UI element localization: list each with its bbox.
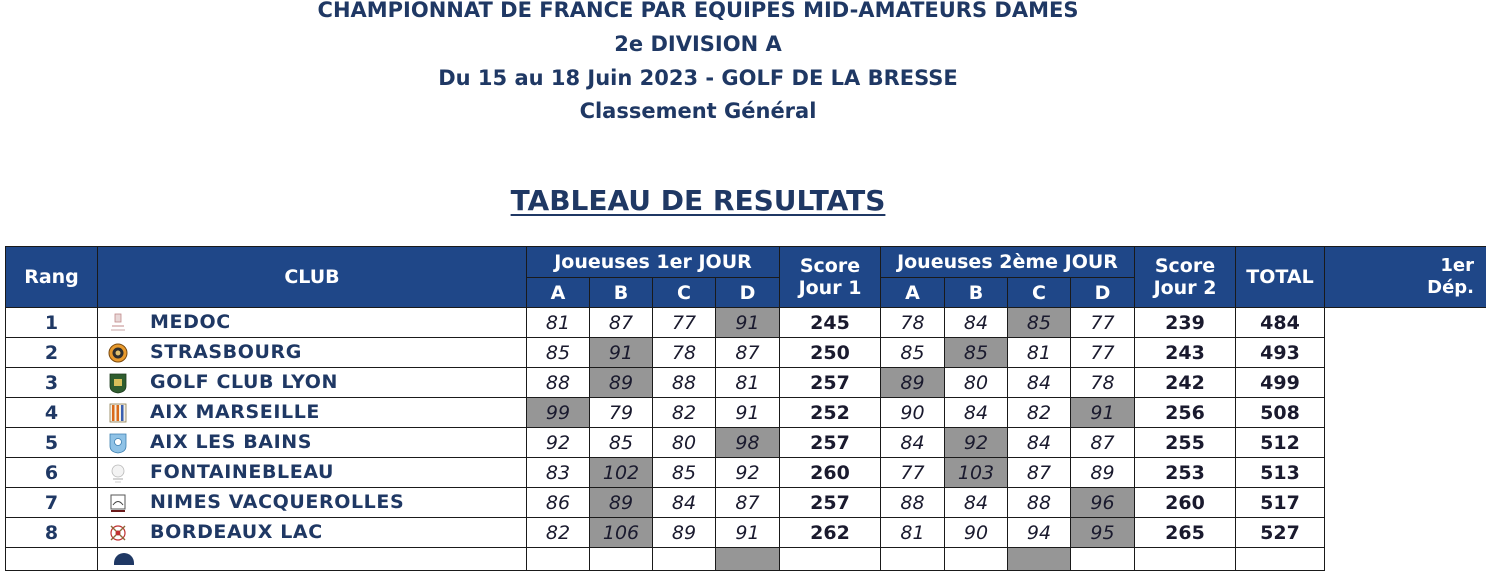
day1-score-d: 92: [716, 458, 780, 488]
total-cell: 527: [1236, 518, 1325, 548]
score-day1-cell: [780, 548, 881, 571]
day2-score-a: [881, 548, 945, 571]
score-day1-cell: 260: [780, 458, 881, 488]
club-cell: [98, 338, 527, 368]
day2-score-a: 89: [881, 368, 945, 398]
day2-score-a: 90: [881, 398, 945, 428]
depart-cell: [1325, 518, 1486, 548]
day2-score-b: [945, 548, 1008, 571]
total-cell: 512: [1236, 428, 1325, 458]
header-score-day2-line2: Jour 2: [1153, 277, 1217, 299]
aix-les-bains-club-logo-icon: [108, 432, 128, 454]
day2-score-d: 77: [1071, 308, 1135, 338]
table-row: [6, 338, 1486, 368]
day1-score-b: 89: [590, 368, 653, 398]
day1-score-b: 85: [590, 428, 653, 458]
day2-score-b: 84: [945, 308, 1008, 338]
score-day2-cell: 243: [1135, 338, 1236, 368]
day1-score-d: 91: [716, 398, 780, 428]
event-dates: Du 15 au 18 Juin 2023 - GOLF DE LA BRESSE: [438, 66, 958, 90]
club-cell: [98, 308, 527, 338]
club-cell: [98, 518, 527, 548]
rank-cell: 5: [6, 428, 98, 458]
day2-score-c: 85: [1008, 308, 1071, 338]
score-day1-cell: 262: [780, 518, 881, 548]
day2-score-b: 103: [945, 458, 1008, 488]
table-row: [6, 518, 1486, 548]
header-score-day1-line1: Score: [799, 255, 861, 277]
score-day1-cell: 245: [780, 308, 881, 338]
header-depart-line1: 1er: [1440, 255, 1474, 276]
header-day1-c: C: [653, 278, 716, 308]
depart-cell: [1325, 338, 1486, 368]
header-score-day2-line1: Score: [1154, 255, 1216, 277]
header-rang: Rang: [6, 247, 98, 308]
day1-score-c: 80: [653, 428, 716, 458]
day2-score-a: 85: [881, 338, 945, 368]
score-day2-cell: [1135, 548, 1236, 571]
depart-cell: [1325, 308, 1486, 338]
day1-score-c: [653, 548, 716, 571]
day2-score-d: [1071, 548, 1135, 571]
aix-marseille-club-logo-icon: [108, 402, 128, 424]
day1-score-a: 85: [527, 338, 590, 368]
header-score-day1: [780, 247, 881, 308]
depart-cell: [1325, 458, 1486, 488]
table-row: [6, 428, 1486, 458]
day1-score-b: [590, 548, 653, 571]
score-day1-cell: 257: [780, 368, 881, 398]
club-name: FONTAINEBLEAU: [150, 461, 335, 484]
day1-score-b: 91: [590, 338, 653, 368]
total-cell: 513: [1236, 458, 1325, 488]
score-day2-cell: 255: [1135, 428, 1236, 458]
total-cell: 499: [1236, 368, 1325, 398]
day1-score-d: 87: [716, 488, 780, 518]
bordeaux-club-logo-icon: [108, 522, 128, 544]
score-day1-cell: 257: [780, 488, 881, 518]
depart-cell: [1325, 488, 1486, 518]
header-depart: [1325, 247, 1486, 308]
day2-score-b: 85: [945, 338, 1008, 368]
header-day1-a: A: [527, 278, 590, 308]
club-cell: [98, 548, 527, 571]
results-table: [5, 246, 1486, 571]
day1-score-d: 91: [716, 308, 780, 338]
header-club: CLUB: [98, 247, 527, 308]
day1-score-a: 88: [527, 368, 590, 398]
fontainebleau-club-logo-icon: [108, 462, 128, 484]
day1-score-a: 86: [527, 488, 590, 518]
header-day1-players: Joueuses 1er JOUR: [527, 247, 780, 278]
header-day1-b: B: [590, 278, 653, 308]
day2-score-c: 84: [1008, 368, 1071, 398]
nimes-club-logo-icon: [108, 492, 128, 514]
table-row: [6, 308, 1486, 338]
day2-score-a: 84: [881, 428, 945, 458]
table-row: [6, 368, 1486, 398]
header-day1-d: D: [716, 278, 780, 308]
total-cell: [1236, 548, 1325, 571]
day2-score-a: 77: [881, 458, 945, 488]
score-day2-cell: 256: [1135, 398, 1236, 428]
score-day1-cell: 257: [780, 428, 881, 458]
day1-score-b: 79: [590, 398, 653, 428]
header-day2-d: D: [1071, 278, 1135, 308]
day2-score-d: 95: [1071, 518, 1135, 548]
score-day2-cell: 239: [1135, 308, 1236, 338]
day1-score-a: 82: [527, 518, 590, 548]
table-row: [6, 458, 1486, 488]
day1-score-d: 87: [716, 338, 780, 368]
depart-cell: [1325, 398, 1486, 428]
club-name: NIMES VACQUEROLLES: [150, 491, 405, 514]
results-body: [6, 308, 1486, 571]
day2-score-b: 90: [945, 518, 1008, 548]
club-logo-icon: [114, 553, 134, 565]
score-day2-cell: 260: [1135, 488, 1236, 518]
club-cell: [98, 488, 527, 518]
club-name: AIX LES BAINS: [150, 431, 313, 454]
day2-score-b: 84: [945, 488, 1008, 518]
day1-score-a: 99: [527, 398, 590, 428]
club-cell: [98, 398, 527, 428]
club-cell: [98, 428, 527, 458]
header-day2-c: C: [1008, 278, 1071, 308]
score-day2-cell: 242: [1135, 368, 1236, 398]
total-cell: 508: [1236, 398, 1325, 428]
score-day2-cell: 265: [1135, 518, 1236, 548]
championship-title: CHAMPIONNAT DE FRANCE PAR EQUIPES MID-AMATEURS DAMES: [317, 0, 1079, 22]
day1-score-c: 85: [653, 458, 716, 488]
division-label: 2e DIVISION A: [614, 32, 782, 56]
club-name: BORDEAUX LAC: [150, 521, 323, 544]
depart-cell: [1325, 428, 1486, 458]
table-row: [6, 488, 1486, 518]
day1-score-c: 88: [653, 368, 716, 398]
club-name: MEDOC: [150, 311, 231, 334]
day1-score-c: 77: [653, 308, 716, 338]
header-day2-a: A: [881, 278, 945, 308]
rank-cell: 8: [6, 518, 98, 548]
results-table-title: [0, 183, 1396, 219]
day1-score-b: 102: [590, 458, 653, 488]
day2-score-a: 88: [881, 488, 945, 518]
club-cell: [98, 368, 527, 398]
header-total: TOTAL: [1236, 247, 1325, 308]
lyon-club-logo-icon: [108, 372, 128, 394]
total-cell: 484: [1236, 308, 1325, 338]
total-cell: 517: [1236, 488, 1325, 518]
day2-score-c: 84: [1008, 428, 1071, 458]
header-day2-b: B: [945, 278, 1008, 308]
header-score-day1-line2: Jour 1: [798, 277, 862, 299]
day1-score-a: 92: [527, 428, 590, 458]
day1-score-b: 87: [590, 308, 653, 338]
day2-score-a: 78: [881, 308, 945, 338]
day2-score-b: 92: [945, 428, 1008, 458]
day1-score-c: 82: [653, 398, 716, 428]
day1-score-b: 89: [590, 488, 653, 518]
day1-score-d: [716, 548, 780, 571]
rank-cell: 4: [6, 398, 98, 428]
rank-cell: 2: [6, 338, 98, 368]
club-name: GOLF CLUB LYON: [150, 371, 339, 394]
strasbourg-club-logo-icon: [108, 342, 128, 364]
day2-score-b: 84: [945, 398, 1008, 428]
day1-score-c: 84: [653, 488, 716, 518]
day1-score-a: 81: [527, 308, 590, 338]
table-row: [6, 398, 1486, 428]
club-name: STRASBOURG: [150, 341, 302, 364]
day2-score-c: 94: [1008, 518, 1071, 548]
day2-score-c: 88: [1008, 488, 1071, 518]
day1-score-d: 91: [716, 518, 780, 548]
club-cell: [98, 458, 527, 488]
day2-score-c: 87: [1008, 458, 1071, 488]
depart-cell: [1325, 548, 1486, 571]
day1-score-c: 89: [653, 518, 716, 548]
score-day1-cell: 250: [780, 338, 881, 368]
day1-score-d: 98: [716, 428, 780, 458]
rank-cell: 6: [6, 458, 98, 488]
rank-cell: 7: [6, 488, 98, 518]
score-day2-cell: 253: [1135, 458, 1236, 488]
depart-cell: [1325, 368, 1486, 398]
score-day1-cell: 252: [780, 398, 881, 428]
day2-score-c: 81: [1008, 338, 1071, 368]
header-day2-players: Joueuses 2ème JOUR: [881, 247, 1135, 278]
day2-score-c: 82: [1008, 398, 1071, 428]
day1-score-a: 83: [527, 458, 590, 488]
day2-score-b: 80: [945, 368, 1008, 398]
rank-cell: 3: [6, 368, 98, 398]
day2-score-d: 78: [1071, 368, 1135, 398]
rank-cell: [6, 548, 98, 571]
header-score-day2: [1135, 247, 1236, 308]
club-name: AIX MARSEILLE: [150, 401, 321, 424]
day1-score-d: 81: [716, 368, 780, 398]
day2-score-a: 81: [881, 518, 945, 548]
day2-score-c: [1008, 548, 1071, 571]
classement-subtitle: Classement Général: [579, 99, 817, 123]
day2-score-d: 96: [1071, 488, 1135, 518]
day2-score-d: 77: [1071, 338, 1135, 368]
table-row-partial: [6, 548, 1486, 571]
day2-score-d: 87: [1071, 428, 1135, 458]
day2-score-d: 91: [1071, 398, 1135, 428]
results-table-title-text: TABLEAU DE RESULTATS: [510, 184, 886, 217]
total-cell: 493: [1236, 338, 1325, 368]
medoc-club-logo-icon: [108, 312, 128, 334]
rank-cell: 1: [6, 308, 98, 338]
day2-score-d: 89: [1071, 458, 1135, 488]
day1-score-b: 106: [590, 518, 653, 548]
day1-score-c: 78: [653, 338, 716, 368]
header-depart-line2: Dép.: [1427, 277, 1474, 298]
day1-score-a: [527, 548, 590, 571]
